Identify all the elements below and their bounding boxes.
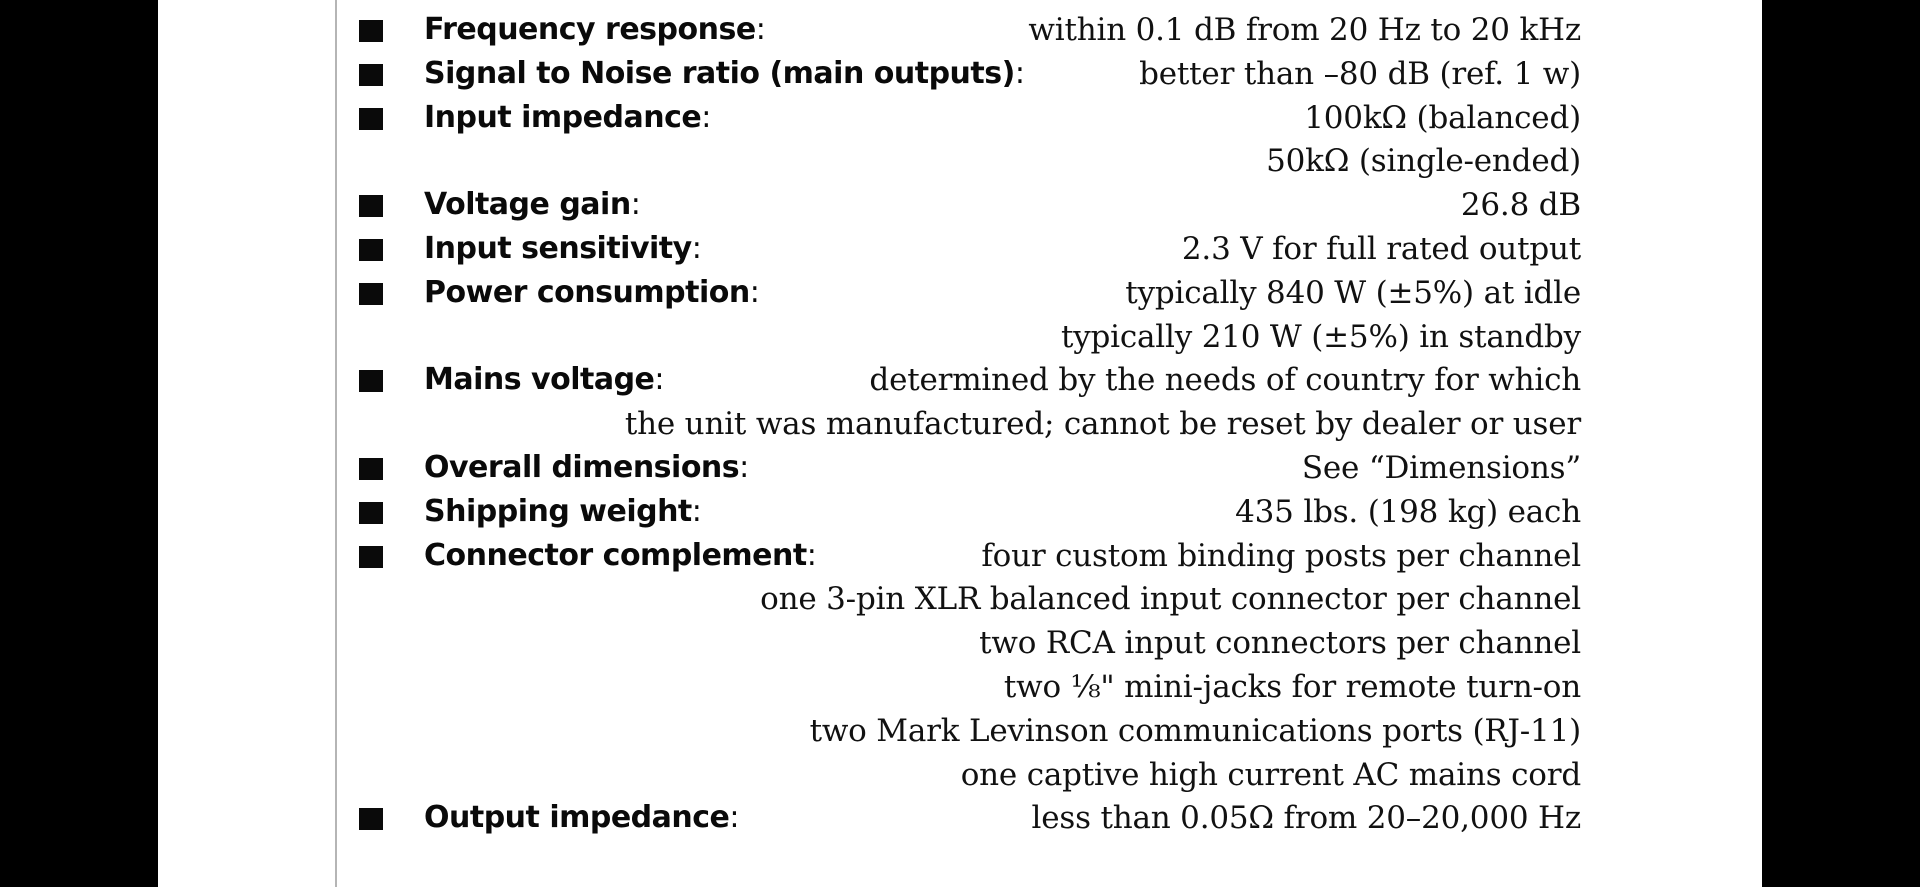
spec-label-colon: : xyxy=(654,362,665,398)
spec-value: one captive high current AC mains cord xyxy=(960,756,1581,793)
spec-label-text: Voltage gain xyxy=(424,187,631,223)
spec-row xyxy=(0,490,1920,534)
spec-label-colon: : xyxy=(729,800,739,836)
spec-value: two RCA input connectors per channel xyxy=(979,625,1581,662)
spec-row xyxy=(0,534,1920,578)
spec-label xyxy=(424,534,816,578)
spec-label-colon: : xyxy=(806,537,817,573)
spec-label-text: Mains voltage xyxy=(424,362,655,398)
spec-label-text: Overall dimensions xyxy=(424,450,740,485)
spec-continuation-row xyxy=(0,753,1920,797)
spec-row xyxy=(0,52,1920,96)
spec-continuation-row xyxy=(0,139,1920,183)
spec-row xyxy=(0,358,1920,402)
square-bullet-icon xyxy=(359,239,383,261)
spec-value: within 0.1 dB from 20 Hz to 20 kHz xyxy=(1028,12,1581,48)
spec-label xyxy=(424,796,739,840)
spec-value: typically 840 W (±5%) at idle xyxy=(1125,274,1581,311)
spec-row xyxy=(0,271,1920,315)
spec-label xyxy=(424,446,749,490)
spec-value: 2.3 V for full rated output xyxy=(1181,231,1581,267)
square-bullet-icon xyxy=(359,195,383,217)
spec-label xyxy=(424,52,1024,96)
spec-row xyxy=(0,183,1920,227)
spec-label-text: Input sensitivity xyxy=(424,231,692,266)
spec-continuation-row xyxy=(0,315,1920,359)
spec-value: two ⅛" mini-jacks for remote turn-on xyxy=(1003,669,1581,705)
spec-label xyxy=(424,8,765,52)
spec-continuation-row xyxy=(0,402,1920,446)
spec-value: less than 0.05Ω from 20–20,000 Hz xyxy=(1031,800,1581,837)
spec-label xyxy=(424,227,701,271)
spec-row xyxy=(0,796,1920,840)
spec-label xyxy=(424,490,701,534)
spec-label-text: Shipping weight xyxy=(424,493,692,529)
spec-value: 435 lbs. (198 kg) each xyxy=(1235,493,1581,530)
spec-value: See “Dimensions” xyxy=(1301,450,1581,486)
spec-label-text: Input impedance xyxy=(424,99,702,135)
square-bullet-icon xyxy=(359,64,383,86)
spec-value: the unit was manufactured; cannot be reset by dealer or user xyxy=(624,406,1581,443)
spec-value: determined by the needs of country for which xyxy=(869,362,1581,399)
spec-label-text: Output impedance xyxy=(424,800,730,836)
spec-row xyxy=(0,96,1920,140)
spec-label-colon: : xyxy=(630,187,641,223)
spec-label-colon: : xyxy=(691,231,702,266)
spec-value: one 3-pin XLR balanced input connector per channel xyxy=(760,581,1581,618)
spec-value: better than –80 dB (ref. 1 w) xyxy=(1139,55,1581,92)
spec-value: two Mark Levinson communications ports (RJ-11) xyxy=(809,712,1581,749)
square-bullet-icon xyxy=(359,108,383,130)
spec-row xyxy=(0,227,1920,271)
spec-label xyxy=(424,183,640,227)
spec-continuation-row xyxy=(0,621,1920,665)
spec-row xyxy=(0,446,1920,490)
square-bullet-icon xyxy=(359,370,383,392)
spec-label-colon: : xyxy=(701,99,711,135)
spec-label-colon: : xyxy=(691,493,702,529)
spec-label-colon: : xyxy=(749,274,760,310)
spec-value: four custom binding posts per channel xyxy=(981,537,1581,574)
square-bullet-icon xyxy=(359,546,383,568)
spec-label-colon: : xyxy=(1014,55,1025,91)
square-bullet-icon xyxy=(359,808,383,830)
square-bullet-icon xyxy=(359,502,383,524)
square-bullet-icon xyxy=(359,458,383,480)
spec-label-text: Frequency response xyxy=(424,12,756,47)
spec-label-text: Connector complement xyxy=(424,537,807,573)
spec-label xyxy=(424,358,664,402)
spec-label-text: Power consumption xyxy=(424,274,750,310)
spec-value: typically 210 W (±5%) in standby xyxy=(1060,318,1581,355)
spec-value: 100kΩ (balanced) xyxy=(1304,99,1581,136)
spec-label-text: Signal to Noise ratio (main outputs) xyxy=(424,55,1015,91)
spec-label-colon: : xyxy=(755,12,766,47)
spec-label-colon: : xyxy=(739,450,749,485)
spec-value: 50kΩ (single-ended) xyxy=(1266,143,1581,180)
spec-row xyxy=(0,8,1920,52)
spec-continuation-row xyxy=(0,577,1920,621)
spec-continuation-row xyxy=(0,709,1920,753)
spec-label xyxy=(424,96,711,140)
spec-value: 26.8 dB xyxy=(1460,187,1581,224)
spec-continuation-row xyxy=(0,665,1920,709)
spec-label xyxy=(424,271,759,315)
square-bullet-icon xyxy=(359,283,383,305)
square-bullet-icon xyxy=(359,20,383,42)
